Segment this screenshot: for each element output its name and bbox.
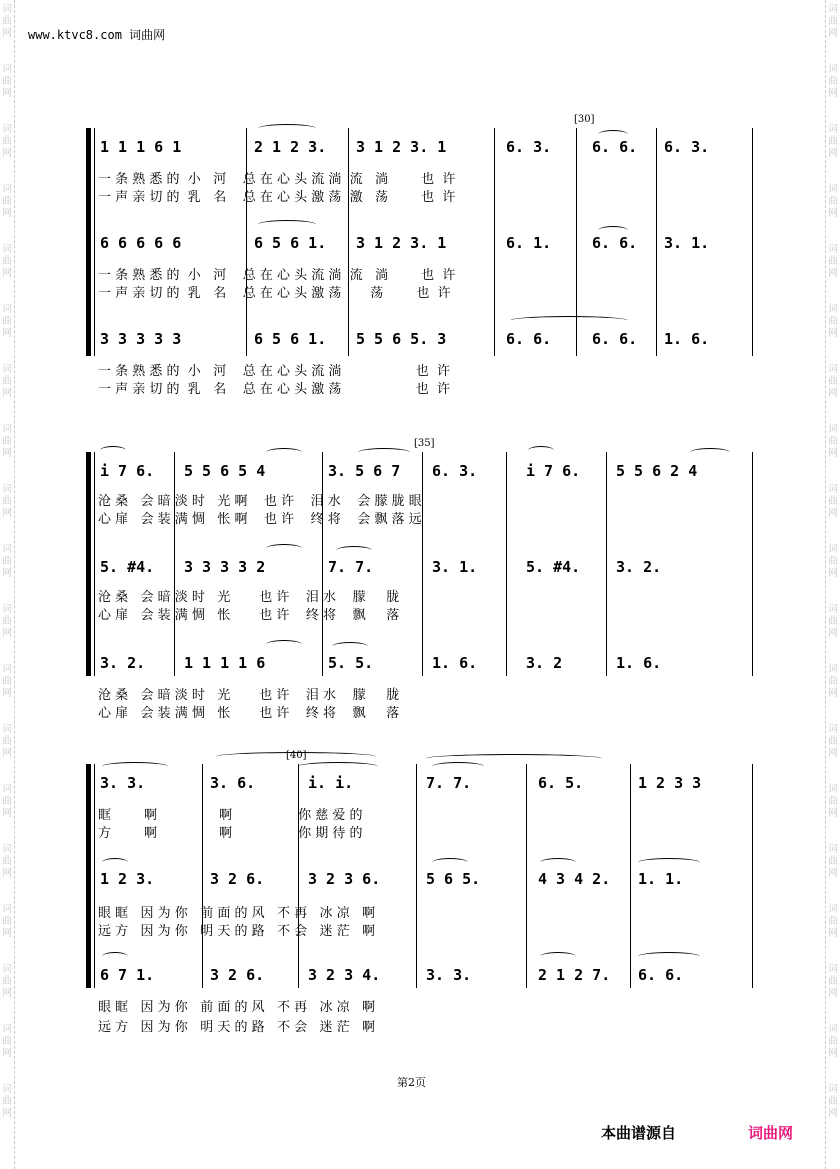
watermark-text: 词 曲 网 [828,724,838,759]
stave-2-m6: 1. 1. [638,870,684,888]
barline [422,452,423,676]
page-number: 第2页 [397,1076,426,1089]
stave-2-m6: 3. 2. [616,558,662,576]
slur [266,640,302,649]
system-line [94,128,95,356]
stave-1-m2: 5 5 6 5 4 [184,462,266,480]
stave-2-m1: 5. #4. [100,558,155,576]
barline [506,452,507,676]
slur [540,858,576,867]
left-watermark-strip [0,0,15,1169]
slur [258,220,316,229]
watermark-text: 词 曲 网 [828,604,838,639]
slur [298,762,378,771]
system-brace [86,128,91,356]
watermark-text: 词 曲 网 [828,64,838,99]
stave-1-m3: 3. 5 6 7 [328,462,401,480]
stave-2-m5: 4 3 4 2. [538,870,611,888]
system-brace [86,764,91,988]
source-link[interactable]: 词曲网 [748,1124,794,1142]
stave-2-m3: 3 2 3 6. [308,870,381,888]
stave-3-m6: 1. 6. [664,330,710,348]
stave-2-m4: 3. 1. [432,558,478,576]
watermark-text: 词 曲 网 [2,124,12,159]
watermark-text: 词 曲 网 [2,424,12,459]
lyrics-line: 一 条 熟 悉 的 小 河 总 在 心 头 流 淌 也 许 [98,364,451,379]
watermark-text: 词 曲 网 [828,904,838,939]
stave-1-m4: 6. 3. [432,462,478,480]
watermark-text: 词 曲 网 [828,304,838,339]
measure-number: [35] [414,438,435,449]
barline [606,452,607,676]
stave-2-m1: 6 6 6 6 6 [100,234,182,252]
watermark-text: 词 曲 网 [2,724,12,759]
stave-3-m2: 6 5 6 1. [254,330,327,348]
lyrics-line: 心 扉 会 装 满 惆 怅 也 许 终 将 飘 落 [98,706,400,721]
watermark-text: 词 曲 网 [828,184,838,219]
barline [174,452,175,676]
slur [638,858,700,867]
stave-1-m1: i 7 6. [100,462,155,480]
stave-1-m4: 7. 7. [426,774,472,792]
stave-3-m4: 1. 6. [432,654,478,672]
watermark-text: 词 曲 网 [2,544,12,579]
system-2 [86,438,756,676]
barline [752,764,753,988]
stave-3-m2: 3 2 6. [210,966,265,984]
lyrics-line: 沧 桑 会 暗 淡 时 光 啊 也 许 泪 水 会 朦 胧 眼 [98,494,422,509]
stave-1-m5: 6. 6. [592,138,638,156]
watermark-text: 词 曲 网 [828,484,838,519]
watermark-text: 词 曲 网 [2,4,12,39]
watermark-text: 词 曲 网 [2,304,12,339]
lyrics-line: 一 声 亲 切 的 乳 名 总 在 心 头 激 荡 也 许 [98,382,451,397]
watermark-text: 词 曲 网 [828,784,838,819]
watermark-text: 词 曲 网 [828,544,838,579]
slur [216,752,376,761]
slur [638,952,700,961]
stave-3-m4: 6. 6. [506,330,552,348]
stave-2-m1: 1 2 3. [100,870,155,888]
stave-1-m3: i. i. [308,774,354,792]
stave-3-m3: 5. 5. [328,654,374,672]
watermark-text: 词 曲 网 [828,124,838,159]
lyrics-line: 沧 桑 会 暗 淡 时 光 也 许 泪 水 朦 胧 [98,590,400,605]
slur [432,762,484,771]
stave-3-m6: 1. 6. [616,654,662,672]
slur [102,762,168,771]
watermark-text: 词 曲 网 [828,424,838,459]
site-header[interactable]: www.ktvc8.com 词曲网 [28,28,166,42]
barline [494,128,495,356]
slur [336,546,372,555]
watermark-text: 词 曲 网 [2,784,12,819]
lyrics-line: 一 声 亲 切 的 乳 名 总 在 心 头 激 荡 激 荡 也 许 [98,190,456,205]
slur [266,448,302,457]
watermark-text: 词 曲 网 [2,604,12,639]
watermark-text: 词 曲 网 [828,364,838,399]
stave-2-m2: 3 3 3 3 2 [184,558,266,576]
stave-3-m1: 3. 2. [100,654,146,672]
watermark-text: 词 曲 网 [828,1024,838,1059]
watermark-text: 词 曲 网 [2,964,12,999]
lyrics-line: 眶 啊 啊 你 慈 爱 的 [98,808,363,823]
watermark-text: 词 曲 网 [828,664,838,699]
barline [526,764,527,988]
slur [510,316,628,325]
stave-2-m5: 5. #4. [526,558,581,576]
stave-3-m5: 6. 6. [592,330,638,348]
lyrics-line: 方 啊 啊 你 期 待 的 [98,826,363,841]
watermark-text: 词 曲 网 [2,904,12,939]
stave-3-m2: 1 1 1 1 6 [184,654,266,672]
system-1 [86,114,756,356]
barline [416,764,417,988]
slur [102,952,128,961]
right-watermark-strip [825,0,840,1169]
barline [246,128,247,356]
watermark-text: 词 曲 网 [2,184,12,219]
watermark-text: 词 曲 网 [828,844,838,879]
stave-1-m4: 6. 3. [506,138,552,156]
lyrics-line: 心 扉 会 装 满 惆 怅 啊 也 许 终 将 会 飘 落 远 [98,512,422,527]
lyrics-line: 心 扉 会 装 满 惆 怅 也 许 终 将 飘 落 [98,608,400,623]
measure-number: [40] [286,750,307,761]
slur [540,952,576,961]
barline [322,452,323,676]
stave-1-m3: 3 1 2 3. 1 [356,138,447,156]
lyrics-line: 远 方 因 为 你 明 天 的 路 不 会 迷 茫 啊 [98,924,376,939]
barline [630,764,631,988]
barline [202,764,203,988]
stave-1-m5: i 7 6. [526,462,581,480]
barline [752,128,753,356]
watermark-text: 词 曲 网 [2,364,12,399]
watermark-text: 词 曲 网 [828,4,838,39]
stave-2-m3: 3 1 2 3. 1 [356,234,447,252]
lyrics-line: 一 条 熟 悉 的 小 河 总 在 心 头 流 淌 流 淌 也 许 [98,172,456,187]
slur [432,858,468,867]
stave-2-m2: 3 2 6. [210,870,265,888]
barline [298,764,299,988]
slur [690,448,730,457]
lyrics-line: 眼 眶 因 为 你 前 面 的 风 不 再 冰 凉 啊 [98,906,376,921]
slur [258,124,316,133]
watermark-text: 词 曲 网 [2,664,12,699]
stave-1-m2: 2 1 2 3. [254,138,327,156]
lyrics-line: 沧 桑 会 暗 淡 时 光 也 许 泪 水 朦 胧 [98,688,400,703]
barline [656,128,657,356]
stave-3-m5: 3. 2 [526,654,563,672]
stave-2-m2: 6 5 6 1. [254,234,327,252]
stave-1-m1: 3. 3. [100,774,146,792]
system-3 [86,750,756,988]
stave-2-m5: 6. 6. [592,234,638,252]
stave-1-m2: 3. 6. [210,774,256,792]
barline [752,452,753,676]
slur [100,446,126,455]
stave-2-m3: 7. 7. [328,558,374,576]
watermark-text: 词 曲 网 [2,484,12,519]
stave-3-m6: 6. 6. [638,966,684,984]
stave-3-m1: 3 3 3 3 3 [100,330,182,348]
lyrics-line: 眼 眶 因 为 你 前 面 的 风 不 再 冰 凉 啊 [98,1000,376,1015]
slur [528,446,554,455]
watermark-text: 词 曲 网 [2,1024,12,1059]
stave-1-m6: 1 2 3 3 [638,774,702,792]
lyrics-line: 一 条 熟 悉 的 小 河 总 在 心 头 流 淌 流 淌 也 许 [98,268,456,283]
stave-1-m6: 6. 3. [664,138,710,156]
slur [332,642,368,651]
barline [348,128,349,356]
watermark-text: 词 曲 网 [2,244,12,279]
stave-1-m5: 6. 5. [538,774,584,792]
measure-number: [30] [574,114,595,125]
stave-1-m6: 5 5 6 2 4 [616,462,698,480]
stave-2-m4: 5 6 5. [426,870,481,888]
system-line [94,764,95,988]
system-line [94,452,95,676]
watermark-text: 词 曲 网 [828,964,838,999]
watermark-text: 词 曲 网 [2,64,12,99]
stave-3-m3: 3 2 3 4. [308,966,381,984]
stave-1-m1: 1 1 1 6 1 [100,138,182,156]
stave-2-m6: 3. 1. [664,234,710,252]
lyrics-line: 远 方 因 为 你 明 天 的 路 不 会 迷 茫 啊 [98,1020,376,1035]
watermark-text: 词 曲 网 [2,844,12,879]
slur [266,544,302,553]
stave-3-m3: 5 5 6 5. 3 [356,330,447,348]
watermark-text: 词 曲 网 [828,1084,838,1119]
stave-2-m4: 6. 1. [506,234,552,252]
stave-3-m5: 2 1 2 7. [538,966,611,984]
watermark-text: 词 曲 网 [828,244,838,279]
system-brace [86,452,91,676]
watermark-text: 词 曲 网 [2,1084,12,1119]
source-label: 本曲谱源自 [601,1124,677,1142]
slur [358,448,410,457]
lyrics-line: 一 声 亲 切 的 乳 名 总 在 心 头 激 荡 荡 也 许 [98,286,451,301]
stave-3-m4: 3. 3. [426,966,472,984]
slur [102,858,128,867]
stave-3-m1: 6 7 1. [100,966,155,984]
